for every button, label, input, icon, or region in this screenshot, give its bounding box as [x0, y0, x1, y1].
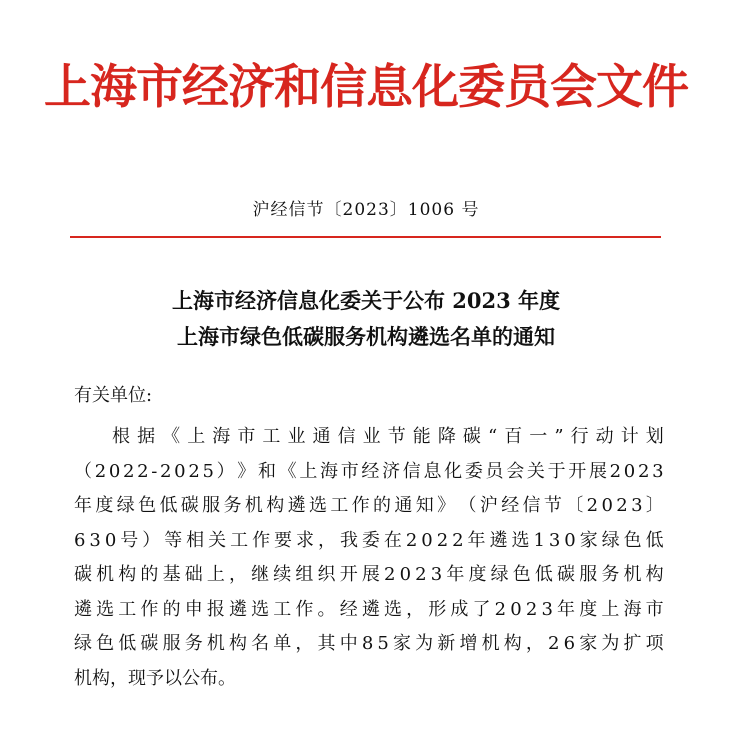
document-header-title: 上海市经济和信息化委员会文件: [44, 60, 688, 115]
body-line: 6 3 0 号 ） 等 相 关 工 作 要 求 ， 我 委 在 2 0 2 2 年 遴 选 1 3 0 家 绿 色 低: [74, 529, 664, 551]
document-number: 沪经信节〔2023〕1006 号: [252, 200, 480, 220]
body-line: 遴 选 工 作 的 申 报 遴 选 工 作 。 经 遴 选 ， 形 成 了 2 0 2 3 年 度 上 海 市: [74, 598, 664, 620]
body-line: 碳 机 构 的 基 础 上 ， 继 续 组 织 开 展 2 0 2 3 年 度 绿 色 低 碳 服 务 机 构: [74, 564, 664, 585]
body-line: 绿 色 低 碳 服 务 机 构 名 单 ， 其 中 8 5 家 为 新 增 机 构 ， 2 6 家 为 扩 项: [74, 633, 664, 654]
notice-title: [0, 283, 732, 355]
red-divider-rule: [70, 236, 661, 238]
notice-title-line-1: 上海市经济信息化委关于公布 2023 年度: [171, 288, 561, 313]
body-line: 根 据 《 上 海 市 工 业 通 信 业 节 能 降 碳 “ 百 一 ” 行 动 计 划: [112, 426, 664, 447]
body-line: 机构，现予以公布。: [74, 667, 236, 689]
notice-body: [74, 420, 664, 696]
salutation: 有关单位:: [74, 385, 153, 406]
body-line: （ 2 0 2 2 - 2 0 2 5 ） 》 和 《 上 海 市 经 济 信 息 化 委 员 会 关 于 开 展 2 0 2 3: [74, 460, 664, 482]
notice-title-line-2: 上海市绿色低碳服务机构遴选名单的通知: [177, 324, 555, 349]
body-line: 年 度 绿 色 低 碳 服 务 机 构 遴 选 工 作 的 通 知 》 （ 沪 经 信 节 〔 2 0 2 3 〕: [74, 495, 664, 516]
